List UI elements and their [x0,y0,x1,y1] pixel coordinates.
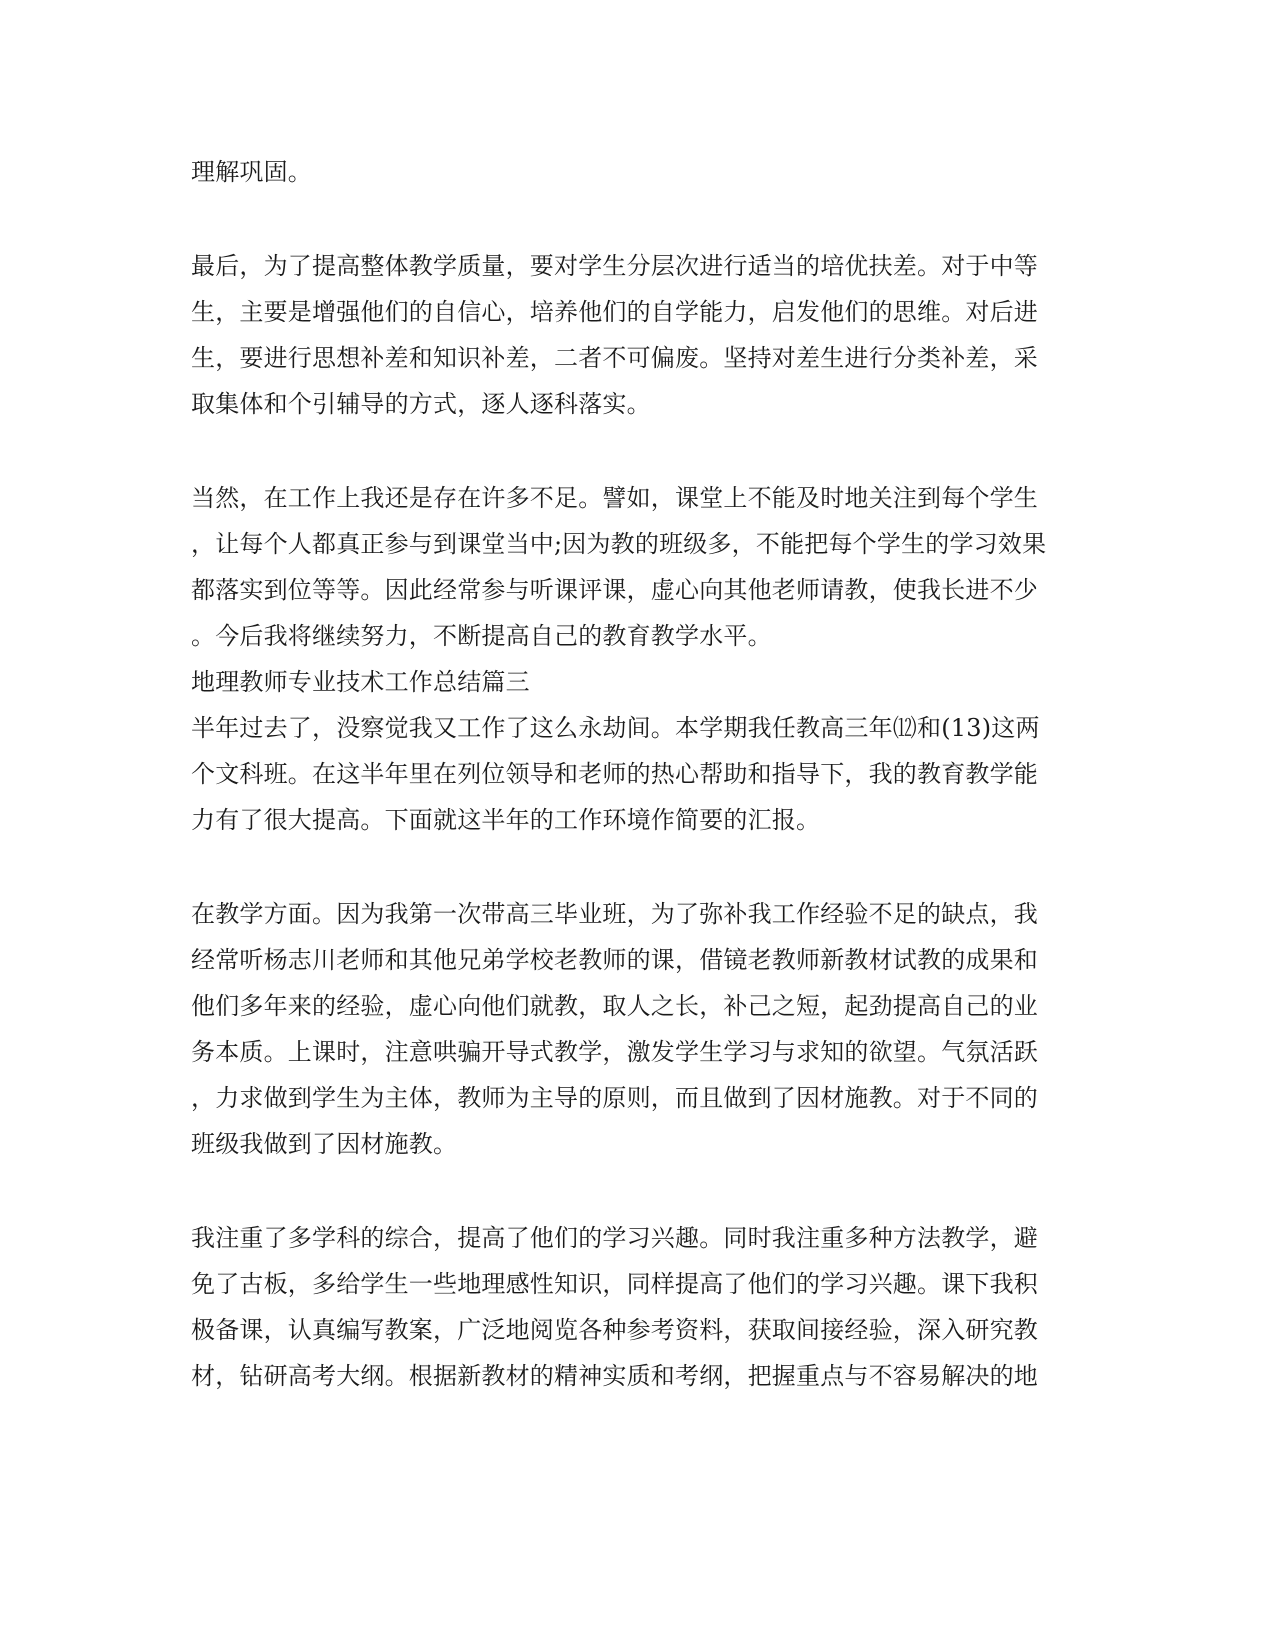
text-line: 务本质。上课时，注意哄骗开导式教学，激发学生学习与求知的欲望。气氛活跃 [191,1038,1038,1066]
text-line: 极备课，认真编写教案，广泛地阅览各种参考资料，获取间接经验，深入研究教 [191,1316,1038,1344]
text-line: ，力求做到学生为主体，教师为主导的原则，而且做到了因材施教。对于不同的 [191,1084,1038,1112]
text-line: 经常听杨志川老师和其他兄弟学校老教师的课，借镜老教师新教材试教的成果和 [191,946,1038,974]
text-line: 理解巩固。 [191,158,312,186]
text-line: 生，主要是增强他们的自信心，培养他们的自学能力，启发他们的思维。对后进 [191,298,1038,326]
text-line: 他们多年来的经验，虚心向他们就教，取人之长，补己之短，起劲提高自己的业 [191,992,1038,1020]
text-line: 当然，在工作上我还是存在许多不足。譬如，课堂上不能及时地关注到每个学生 [191,484,1038,512]
text-line: 生，要进行思想补差和知识补差，二者不可偏废。坚持对差生进行分类补差，采 [191,344,1038,372]
text-line: 在教学方面。因为我第一次带高三毕业班，为了弥补我工作经验不足的缺点，我 [191,900,1038,928]
text-line: 都落实到位等等。因此经常参与听课评课，虚心向其他老师请教，使我长进不少 [191,576,1038,604]
text-line: 最后，为了提高整体教学质量，要对学生分层次进行适当的培优扶差。对于中等 [191,252,1038,280]
text-line: 免了古板，多给学生一些地理感性知识，同样提高了他们的学习兴趣。课下我积 [191,1270,1038,1298]
text-line: 力有了很大提高。下面就这半年的工作环境作简要的汇报。 [191,806,821,834]
section-heading: 地理教师专业技术工作总结篇三 [191,668,530,696]
text-line: 我注重了多学科的综合，提高了他们的学习兴趣。同时我注重多种方法教学，避 [191,1224,1038,1252]
text-line: 半年过去了，没察觉我又工作了这么永劫间。本学期我任教高三年⑿和(13)这两 [191,714,1040,742]
text-line: 取集体和个引辅导的方式，逐人逐科落实。 [191,390,651,418]
text-line: 个文科班。在这半年里在列位领导和老师的热心帮助和指导下，我的教育教学能 [191,760,1038,788]
text-line: 材，钻研高考大纲。根据新教材的精神实质和考纲，把握重点与不容易解决的地 [191,1362,1038,1390]
text-line: ，让每个人都真正参与到课堂当中;因为教的班级多，不能把每个学生的学习效果 [191,530,1047,558]
text-line: 班级我做到了因材施教。 [191,1130,458,1158]
text-line: 。今后我将继续努力，不断提高自己的教育教学水平。 [191,622,772,650]
